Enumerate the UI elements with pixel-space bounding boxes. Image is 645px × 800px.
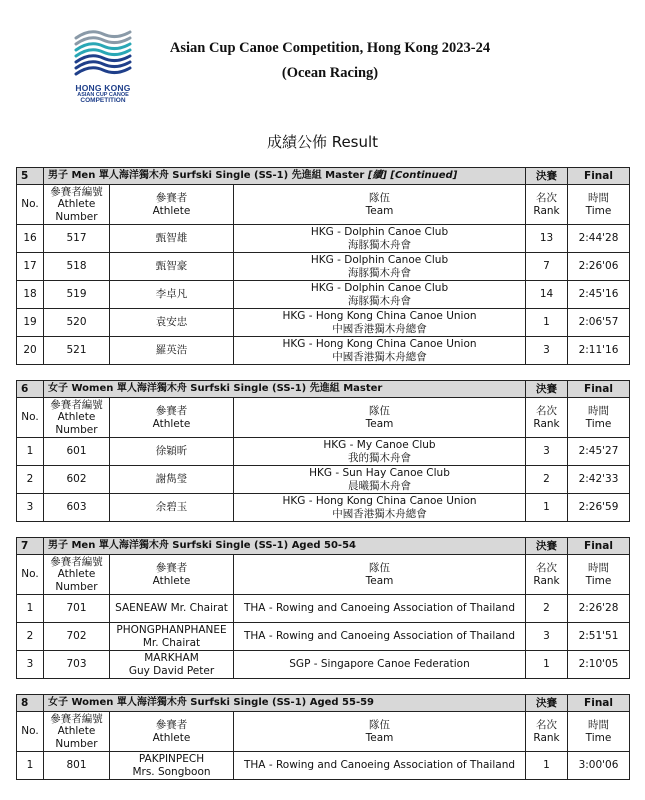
logo-line-3: COMPETITION	[80, 97, 126, 104]
col-rank-header	[526, 185, 568, 225]
athlete-name	[110, 309, 234, 337]
event-title	[44, 168, 526, 185]
rank: 2	[526, 595, 568, 623]
team-header-line: Team	[365, 574, 394, 587]
final-en-header: Final	[568, 381, 630, 398]
athlete-number-header-line: Athlete	[57, 411, 96, 424]
rank-header-line: 名次	[536, 405, 557, 418]
athlete-number-header-line: Number	[55, 580, 98, 593]
athlete-name-line: 徐穎昕	[155, 445, 188, 458]
col-athlete-number-header	[44, 185, 110, 225]
team-name-line: 海豚獨木舟會	[348, 238, 411, 251]
document-subtitle: (Ocean Racing)	[281, 65, 379, 81]
athlete-name-line: Guy David Peter	[128, 664, 215, 677]
final-time: 2:44'28	[568, 225, 630, 253]
row-no: 1	[17, 438, 44, 466]
rank: 7	[526, 253, 568, 281]
col-team-header	[234, 555, 526, 595]
team-name	[234, 752, 526, 780]
event-continued-label: [續] [Continued]	[367, 170, 458, 182]
row-no: 17	[17, 253, 44, 281]
athlete-header-line: 參賽者	[155, 719, 188, 732]
athlete-name	[110, 466, 234, 494]
team-header-line: 隊伍	[369, 719, 390, 732]
row-no: 2	[17, 466, 44, 494]
rank: 3	[526, 337, 568, 365]
column-header-row	[17, 398, 630, 438]
athlete-name-line: 羅英浩	[155, 344, 188, 357]
rank: 1	[526, 309, 568, 337]
column-header-row	[17, 712, 630, 752]
event-title-text: 女子 Women 單人海洋獨木舟 Surfski Single (SS-1) 先進組 Master	[48, 383, 383, 395]
athlete-number-header-line: 參賽者編號	[50, 556, 103, 569]
final-en-header: Final	[568, 695, 630, 712]
event-number: 6	[17, 381, 44, 398]
table-row	[17, 309, 630, 337]
rank-header-line: 名次	[536, 719, 558, 732]
team-name	[234, 309, 526, 337]
athlete-number-header-line: 參賽者編號	[50, 713, 103, 726]
table-row	[17, 438, 630, 466]
rank-header-line: Rank	[533, 574, 560, 587]
athlete-name-line: SAENEAW Mr. Chairat	[115, 602, 228, 615]
athlete-name	[110, 494, 234, 522]
table-row	[17, 494, 630, 522]
athlete-header-line: 參賽者	[155, 405, 188, 418]
rank-header-line: Rank	[533, 731, 560, 744]
event-table	[16, 537, 630, 679]
rank: 3	[526, 623, 568, 651]
row-no: 16	[17, 225, 44, 253]
team-header-line: 隊伍	[369, 405, 390, 418]
athlete-number: 602	[44, 466, 110, 494]
time-header-line: Time	[585, 204, 612, 217]
team-name-line: THA - Rowing and Canoeing Association of Thailand	[244, 759, 516, 772]
final-zh-header: 決賽	[526, 538, 568, 555]
final-en-header: Final	[568, 168, 630, 185]
final-time: 2:26'06	[568, 253, 630, 281]
time-header-line: Time	[585, 731, 612, 744]
athlete-number: 520	[44, 309, 110, 337]
table-row	[17, 623, 630, 651]
team-name	[234, 466, 526, 494]
athlete-number: 601	[44, 438, 110, 466]
col-time-header	[568, 185, 630, 225]
event-number: 7	[17, 538, 44, 555]
col-rank-header	[526, 712, 568, 752]
event-number: 8	[17, 695, 44, 712]
row-no: 3	[17, 651, 44, 679]
athlete-name-line: Mrs. Songboon	[132, 765, 211, 778]
team-name-line: HKG - Hong Kong China Canoe Union	[282, 338, 477, 351]
athlete-number-header-line: Athlete	[57, 568, 96, 581]
athlete-number: 603	[44, 494, 110, 522]
col-no-header: No.	[17, 185, 44, 225]
athlete-number: 519	[44, 281, 110, 309]
team-name-line: HKG - My Canoe Club	[323, 439, 436, 452]
team-name-line: 中國香港獨木舟總會	[332, 322, 427, 335]
final-time: 2:10'05	[568, 651, 630, 679]
team-name-line: 海豚獨木舟會	[348, 294, 411, 307]
table-row	[17, 752, 630, 780]
athlete-header-line: Athlete	[152, 204, 191, 217]
document-title: Asian Cup Canoe Competition, Hong Kong 2023-24	[169, 40, 491, 56]
athlete-name-line: PAKPINPECH	[138, 753, 205, 766]
col-no-header: No.	[17, 555, 44, 595]
logo	[72, 24, 134, 116]
rank: 3	[526, 438, 568, 466]
athlete-name-line: 李卓凡	[155, 288, 188, 301]
table-row	[17, 225, 630, 253]
event-title-text: 女子 Women 單人海洋獨木舟 Surfski Single (SS-1) Aged 55-59	[48, 697, 375, 709]
athlete-number: 801	[44, 752, 110, 780]
team-name-line: THA - Rowing and Canoeing Association of Thailand	[243, 630, 515, 643]
athlete-name-line: 甄智豪	[155, 260, 188, 273]
rank: 1	[526, 494, 568, 522]
row-no: 1	[17, 752, 44, 780]
column-header-row	[17, 185, 630, 225]
final-time: 2:11'16	[568, 337, 630, 365]
final-time: 2:26'59	[568, 494, 630, 522]
athlete-name	[110, 752, 234, 780]
final-zh-header: 決賽	[526, 381, 568, 398]
team-name	[234, 438, 526, 466]
athlete-name	[110, 623, 234, 651]
table-row	[17, 281, 630, 309]
athlete-number: 701	[44, 595, 110, 623]
athlete-name-line: MARKHAM	[144, 652, 199, 665]
team-name	[234, 253, 526, 281]
athlete-name	[110, 438, 234, 466]
rank: 1	[526, 651, 568, 679]
event-title-text: 男子 Men 單人海洋獨木舟 Surfski Single (SS-1) 先進組 Master	[48, 170, 368, 182]
col-athlete-header	[110, 185, 234, 225]
logo-line-2: ASIAN CUP CANOE	[77, 91, 129, 98]
row-no: 3	[17, 494, 44, 522]
final-en-header: Final	[568, 538, 630, 555]
final-time: 2:26'28	[568, 595, 630, 623]
athlete-number-header-line: Number	[55, 423, 98, 436]
team-header-line: 隊伍	[369, 192, 390, 205]
athlete-number: 521	[44, 337, 110, 365]
athlete-name	[110, 651, 234, 679]
team-name-line: 中國香港獨木舟總會	[332, 507, 427, 520]
time-header-line: 時間	[588, 719, 610, 732]
team-name-line: HKG - Dolphin Canoe Club	[310, 282, 449, 295]
table-row	[17, 253, 630, 281]
col-no-header: No.	[17, 712, 44, 752]
athlete-number-header-line: 參賽者編號	[50, 399, 103, 412]
team-name-line: 晨曦獨木舟會	[348, 479, 411, 492]
rank-header-line: Rank	[533, 417, 560, 430]
final-time: 2:51'51	[568, 623, 630, 651]
team-name-line: 我的獨木舟會	[348, 451, 411, 464]
athlete-name	[110, 253, 234, 281]
col-time-header	[568, 712, 630, 752]
athlete-name	[110, 595, 234, 623]
team-name-line: 中國香港獨木舟總會	[332, 350, 427, 363]
athlete-number: 518	[44, 253, 110, 281]
athlete-header-line: Athlete	[152, 574, 191, 587]
row-no: 19	[17, 309, 44, 337]
event-table	[16, 380, 630, 522]
logo-text	[72, 84, 134, 105]
event-title-text: 男子 Men 單人海洋獨木舟 Surfski Single (SS-1) Aged 50-54	[48, 540, 356, 552]
team-name	[234, 281, 526, 309]
col-no-header: No.	[17, 398, 44, 438]
team-header-line: 隊伍	[369, 562, 390, 575]
team-name-line: HKG - Hong Kong China Canoe Union	[282, 495, 477, 508]
event-header-row	[17, 538, 630, 555]
athlete-header-line: 參賽者	[155, 562, 188, 575]
final-time: 2:45'27	[568, 438, 630, 466]
team-name-line: SGP - Singapore Canoe Federation	[289, 658, 470, 671]
athlete-number-header-line: Number	[55, 737, 98, 750]
col-time-header	[568, 398, 630, 438]
athlete-number: 517	[44, 225, 110, 253]
athlete-header-line: Athlete	[152, 731, 191, 744]
rank: 13	[526, 225, 568, 253]
team-name	[234, 595, 526, 623]
event-number: 5	[17, 168, 44, 185]
team-name	[234, 494, 526, 522]
athlete-name-line: 余碧玉	[155, 501, 188, 514]
table-row	[17, 337, 630, 365]
time-header-line: Time	[585, 417, 612, 430]
athlete-number: 703	[44, 651, 110, 679]
final-time: 2:06'57	[568, 309, 630, 337]
final-time: 2:45'16	[568, 281, 630, 309]
team-name-line: THA - Rowing and Canoeing Association of Thailand	[243, 602, 515, 615]
col-athlete-header	[110, 555, 234, 595]
team-name-line: HKG - Hong Kong China Canoe Union	[282, 310, 477, 323]
athlete-number-header-line: Number	[55, 210, 98, 223]
event-title	[44, 695, 526, 712]
column-header-row	[17, 555, 630, 595]
event-title	[44, 381, 526, 398]
event-table	[16, 694, 630, 780]
time-header-line: 時間	[588, 562, 609, 575]
athlete-name	[110, 225, 234, 253]
team-name-line: HKG - Dolphin Canoe Club	[310, 254, 449, 267]
athlete-header-line: 參賽者	[155, 192, 188, 205]
final-time: 3:00'06	[568, 752, 630, 780]
team-header-line: Team	[365, 417, 394, 430]
team-header-line: Team	[365, 204, 394, 217]
rank: 1	[526, 752, 568, 780]
rank-header-line: 名次	[536, 562, 557, 575]
athlete-name-line: PHONGPHANPHANEE	[116, 624, 227, 637]
athlete-name-line: 甄智雄	[155, 232, 188, 245]
athlete-number: 702	[44, 623, 110, 651]
athlete-number-header-line: 參賽者編號	[50, 186, 103, 199]
athlete-name-line: Mr. Chairat	[142, 636, 201, 649]
rank-header-line: 名次	[536, 192, 557, 205]
col-athlete-header	[110, 398, 234, 438]
row-no: 20	[17, 337, 44, 365]
time-header-line: 時間	[588, 405, 609, 418]
athlete-name-line: 袁安忠	[155, 316, 188, 329]
athlete-number-header-line: Athlete	[57, 198, 96, 211]
athlete-name-line: 謝雋瑩	[155, 473, 188, 486]
athlete-name	[110, 281, 234, 309]
row-no: 1	[17, 595, 44, 623]
athlete-header-line: Athlete	[152, 417, 191, 430]
final-time: 2:42'33	[568, 466, 630, 494]
team-name	[234, 337, 526, 365]
table-row	[17, 595, 630, 623]
table-row	[17, 651, 630, 679]
event-header-row	[17, 168, 630, 185]
col-team-header	[234, 398, 526, 438]
col-team-header	[234, 185, 526, 225]
col-rank-header	[526, 398, 568, 438]
event-title	[44, 538, 526, 555]
rank-header-line: Rank	[533, 204, 560, 217]
team-name-line: 海豚獨木舟會	[348, 266, 411, 279]
team-name	[234, 225, 526, 253]
logo-line-1: HONG KONG	[75, 83, 131, 93]
team-header-line: Team	[365, 731, 394, 744]
col-team-header	[234, 712, 526, 752]
event-table	[16, 167, 630, 365]
col-athlete-number-header	[44, 398, 110, 438]
athlete-name	[110, 337, 234, 365]
team-name	[234, 623, 526, 651]
time-header-line: Time	[585, 574, 612, 587]
col-time-header	[568, 555, 630, 595]
rank: 2	[526, 466, 568, 494]
event-header-row	[17, 381, 630, 398]
team-name-line: HKG - Dolphin Canoe Club	[310, 226, 449, 239]
team-name	[234, 651, 526, 679]
col-athlete-header	[110, 712, 234, 752]
row-no: 18	[17, 281, 44, 309]
final-zh-header: 決賽	[526, 695, 568, 712]
athlete-number-header-line: Athlete	[57, 725, 96, 738]
result-heading: 成績公佈 Result	[266, 133, 379, 151]
time-header-line: 時間	[588, 192, 609, 205]
rank: 14	[526, 281, 568, 309]
col-athlete-number-header	[44, 712, 110, 752]
col-rank-header	[526, 555, 568, 595]
final-zh-header: 決賽	[526, 168, 568, 185]
event-header-row	[17, 695, 630, 712]
row-no: 2	[17, 623, 44, 651]
col-athlete-number-header	[44, 555, 110, 595]
wave-logo-icon	[72, 24, 134, 82]
team-name-line: HKG - Sun Hay Canoe Club	[309, 467, 450, 480]
table-row	[17, 466, 630, 494]
